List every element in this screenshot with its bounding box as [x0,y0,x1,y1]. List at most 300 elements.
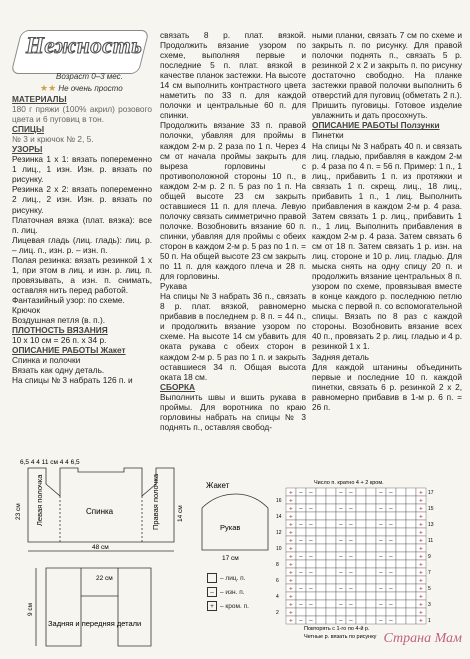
chart-cell [356,496,366,504]
chart-cell [406,504,416,512]
chart-cell [296,496,306,504]
chart-cell [356,600,366,608]
chart-cell [386,560,396,568]
chart-symbol: – [339,553,343,561]
chart-symbol: + [419,497,423,505]
row-number: 9 [428,554,431,560]
chart-cell [396,536,406,544]
chart-cell [396,568,406,576]
chart-cell [336,496,346,504]
dim-9: 9 см [27,602,34,616]
chart-symbol: + [419,577,423,585]
chart-symbol: – [349,601,353,609]
chart-cell [386,528,396,536]
paragraph: № 3 и крючок № 2, 5. [12,134,94,145]
chart-symbol: + [289,593,293,601]
chart-cell [366,504,376,512]
chart-cell [326,520,336,528]
chart-symbol: + [419,537,423,545]
chart-symbol: – [309,553,313,561]
chart-symbol: + [419,617,423,625]
chart-symbol: – [349,489,353,497]
legend-text: – лиц. п. [220,575,246,582]
chart-cell [316,616,326,624]
chart-cell [366,544,376,552]
chart-cell [406,512,416,520]
chart-cell [376,512,386,520]
chart-cell [406,552,416,560]
chart-symbol: + [289,553,293,561]
chart-cell [326,592,336,600]
chart-cell [336,576,346,584]
chart-symbol: – [299,521,303,529]
chart-cell [316,544,326,552]
chart-cell [326,488,336,496]
chart-cell [406,560,416,568]
difficulty-label [40,83,123,94]
chart-cell [366,488,376,496]
chart-cell [356,552,366,560]
paragraph: 10 х 10 см = 26 п. х 34 р. [12,335,107,346]
row-number: 5 [428,586,431,592]
chart-cell [346,576,356,584]
row-number: 8 [276,562,279,568]
chart-cell [396,504,406,512]
chart-cell [316,504,326,512]
chart-symbol: + [419,593,423,601]
chart-symbol: – [339,521,343,529]
row-number: 2 [276,610,279,616]
paragraph: связать 8 р. плат. вязкой. Продолжить вязание узором по схеме, выполняя первые и последние 5 п. плат. вязкой в качестве планок застежки. На высоте 14 см выполнить контрастного цвета наметить по 33 п. для каждой полочки и центральные 60 п. для спинки. [160,30,306,121]
chart-cell [406,528,416,536]
chart-cell [326,568,336,576]
dims-top: 6,5 4 4 11 см 4 4 6,5 [20,459,80,466]
chart-symbol: – [299,505,303,513]
row-number: 3 [428,602,431,608]
legend-item [207,600,249,614]
chart-cell [406,488,416,496]
chart-symbol: – [309,585,313,593]
difficulty-text: Не очень просто [58,84,123,93]
chart-cell [356,536,366,544]
chart-cell [336,528,346,536]
paragraph: СБОРКА [160,381,195,392]
paragraph: ПЛОТНОСТЬ ВЯЗАНИЯ [12,325,108,336]
paragraph: Полая резинка: вязать резинкой 1 х 1, при этом в лиц. и изн. р. лиц. п. провязывать, а изн. п. снимать, оставляя нить перед работой. [12,254,152,295]
chart-cell [326,576,336,584]
chart-symbol: + [419,585,423,593]
chart-cell [306,560,316,568]
chart-cell [366,520,376,528]
chart-symbol: – [299,585,303,593]
chart-cell [406,600,416,608]
chart-cell [316,600,326,608]
chart-cell [376,592,386,600]
paragraph: ОПИСАНИЕ РАБОТЫ Ползунки [312,120,440,131]
chart-symbol: + [419,609,423,617]
chart-cell [396,488,406,496]
chart-cell [326,512,336,520]
chart-symbol: – [339,617,343,625]
chart-cell [376,496,386,504]
chart-cell [356,520,366,528]
chart-cell [386,496,396,504]
paragraph: УЗОРЫ [12,144,43,155]
chart-cell [376,544,386,552]
chart-cell [406,568,416,576]
chart-cell [346,512,356,520]
legend-swatch: + [207,601,217,611]
chart-cell [316,552,326,560]
chart-cell [366,592,376,600]
paragraph: На спицы № 3 набрать 126 п. и [12,375,133,386]
chart-symbol: + [289,537,293,545]
chart-symbol: – [339,601,343,609]
chart-symbol: + [289,577,293,585]
chart-symbol: – [379,489,383,497]
chart-symbol: – [379,601,383,609]
chart-cell [316,488,326,496]
chart-cell [316,520,326,528]
chart-cell [306,576,316,584]
chart-cell [376,528,386,536]
chart-cell [396,592,406,600]
chart-cell [356,616,366,624]
chart-symbol: + [419,513,423,521]
chart-cell [386,544,396,552]
paragraph: Задняя деталь [312,351,370,362]
row-number: 13 [428,522,434,528]
dim-h14: 14 см [177,505,184,522]
chart-symbol: + [419,489,423,497]
chart-cell [356,488,366,496]
chart-symbol: + [289,601,293,609]
chart-cell [396,520,406,528]
chart-symbol: – [389,537,393,545]
paragraph: ОПИСАНИЕ РАБОТЫ Жакет [12,345,126,356]
label-left-front: Левая полочка [35,474,44,526]
chart-header: Число п. кратно 4 + 2 кром. [314,480,384,486]
chart-symbol: + [289,545,293,553]
chart-cell [336,608,346,616]
chart-footer-1: Повторять с 1-го по 4-й р. [304,626,370,632]
chart-symbol: – [299,537,303,545]
row-number: 16 [276,498,282,504]
chart-cell [366,568,376,576]
chart-cell [346,560,356,568]
chart-cell [356,568,366,576]
legend-text: – изн. п. [220,589,245,596]
dim-22: 22 см [96,575,113,582]
chart-symbol: – [379,505,383,513]
chart-symbol: + [419,505,423,513]
chart-symbol: + [289,569,293,577]
chart-cell [396,560,406,568]
chart-symbol: – [389,569,393,577]
chart-symbol: + [419,601,423,609]
chart-symbol: – [349,569,353,577]
label-bottom: Задняя и передняя детали [48,619,142,628]
paragraph: Выполнить швы и вшить рукава в проймы. Для воротника по краю горловины набрать на спицы № 3 поднять п., оставляя свобод- [160,391,306,432]
row-number: 7 [428,570,431,576]
chart-cell [296,512,306,520]
chart-symbol: – [349,553,353,561]
chart-symbol: + [419,529,423,537]
paragraph: На спицы № 3 набрать 40 п. и связать лиц. гладью, прибавляя в каждом 2-м р. 4 раза по 4 п. = 56 п. Пример: 1 п., 1 лиц., прибавить 1 п. из протяжки и связать 1 п. скрещ. лиц., 18 лиц., прибавить 1 п., 1 лиц. Выполнить прибавления в каждом 2-м р. 4 раза. Затем связать 1 р. лиц., прибавить 1 п., 1 лиц. Выполнить прибавления в каждом 2-м р. 4 раза. Затем связать 6 см от 18 п. Затем связать 1 р. изн. на лиц. стороне и 10 р. лиц. гладью. Для мыска снять на одну спицу 20 п. и продолжить вязание центральных 8 п. узором по схеме, провязывая вместе в конце каждого р. последнюю петлю мыска с первой п. со вспомогательной спицы. Вязать по 8 раз с каждой стороны. Возобновить вязание всех 40 п., провязать 2 р. лиц. гладью и 4 р. резинкой 1 х 1. [312,140,462,352]
column-1 [12,94,152,385]
chart-cell [296,576,306,584]
chart-cell [306,592,316,600]
chart-cell [366,552,376,560]
chart-cell [336,560,346,568]
chart-symbol: – [389,553,393,561]
chart-symbol: + [289,489,293,497]
chart-cell [366,576,376,584]
chart-cell [316,536,326,544]
chart-cell [376,576,386,584]
chart-symbol: – [309,601,313,609]
chart-cell [346,496,356,504]
paragraph: Продолжить вязание 33 п. правой полочки, убавляя для проймы в каждом 2-м р. 2 раза по 1 п. Через 4 см от начала проймы закрыть для выреза горловины с противоположной стороны 10 п., в каждом 2-м р. 2 п. 5 раз по 1 п. На общей высоте 23 см закрыть оставшиеся 11 п. для плеча. Левую полочку связать симметрично правой полочке. Возобновить вязание 60 п. спинки, убавляя для проймы с обеих сторон в каждом 2-м р. 5 раз по 1 п. = 50 п. На общей высоте 23 см закрыть по 11 п. для каждого плеча и 28 п. для горловины. [160,120,306,282]
chart-symbol: – [299,569,303,577]
chart-cell [386,512,396,520]
chart-symbol: – [379,553,383,561]
chart-cell [406,496,416,504]
chart-cell [366,496,376,504]
chart-cell [306,496,316,504]
paragraph: Рукава [160,281,188,292]
chart-cell [396,528,406,536]
jacket-title: Жакет [206,481,230,490]
chart-cell [376,560,386,568]
chart-cell [306,512,316,520]
chart-symbol: – [309,521,313,529]
chart-cell [366,536,376,544]
chart-symbol: – [349,521,353,529]
chart-cell [406,520,416,528]
paragraph: СПИЦЫ [12,124,45,135]
paragraph: Воздушная петля (в. п.). [12,315,106,326]
chart-cell [296,592,306,600]
row-number: 10 [276,546,282,552]
chart-cell [346,544,356,552]
paragraph: МАТЕРИАЛЫ [12,94,67,104]
chart-symbol: – [309,617,313,625]
chart-symbol: + [289,609,293,617]
jacket-body-diagram [6,456,196,656]
chart-symbol: – [379,521,383,529]
paragraph: Фантазийный узор: по схеме. [12,294,125,305]
page-title: Нежность [26,33,143,58]
label-right-front: Правая полочка [151,473,160,530]
chart-cell [326,536,336,544]
chart-cell [356,592,366,600]
paragraph: Резинка 1 х 1: вязать попеременно 1 лиц., 1 изн. Изн. р. вязать по рисунку. [12,154,152,185]
chart-cell [366,528,376,536]
chart-symbol: + [419,553,423,561]
chart-cell [306,528,316,536]
chart-symbol: – [339,569,343,577]
column-3 [312,30,462,412]
chart-cell [406,576,416,584]
chart-symbol: + [419,569,423,577]
paragraph: 180 г пряжи (100% акрил) розового цвета и 6 пуговиц в тон. [12,104,152,125]
chart-symbol: – [379,569,383,577]
chart-cell [316,512,326,520]
chart-cell [356,504,366,512]
chart-cell [346,592,356,600]
chart-cell [326,584,336,592]
label-sleeve: Рукав [220,523,241,532]
chart-cell [396,616,406,624]
row-number: 15 [428,506,434,512]
chart-symbol: – [349,617,353,625]
legend-swatch [207,573,217,583]
chart-cell [326,528,336,536]
row-number: 14 [276,514,282,520]
chart-symbol: – [339,537,343,545]
row-number: 1 [428,618,431,624]
column-2 [160,30,306,432]
chart-cell [406,592,416,600]
chart-cell [356,576,366,584]
chart-cell [296,544,306,552]
chart-cell [346,528,356,536]
chart-cell [316,560,326,568]
chart-symbol: – [349,585,353,593]
row-number: 4 [276,594,279,600]
chart-cell [396,552,406,560]
paragraph: Спинка и полочки [12,355,81,366]
chart-cell [396,600,406,608]
chart-symbol: – [389,521,393,529]
chart-cell [316,528,326,536]
chart-symbol: + [289,617,293,625]
chart-cell [396,496,406,504]
chart-symbol: – [339,505,343,513]
chart-symbol: + [289,505,293,513]
chart-symbol: + [289,513,293,521]
chart-symbol: + [419,561,423,569]
chart-cell [386,592,396,600]
chart-symbol: – [389,617,393,625]
chart-cell [326,600,336,608]
chart-cell [396,544,406,552]
row-number: 17 [428,490,434,496]
chart-cell [406,608,416,616]
chart-cell [326,544,336,552]
paragraph: Лицевая гладь (лиц. гладь): лиц. р. – лиц. п., изн. р. – изн. п. [12,234,152,255]
label-back: Спинка [86,507,114,516]
dim-17: 17 см [222,555,239,562]
chart-symbol: – [389,505,393,513]
chart-symbol: – [379,585,383,593]
sleeve-diagram [196,478,278,568]
chart-symbol: – [299,553,303,561]
chart-cell [406,616,416,624]
legend-item [207,572,249,586]
chart-cell [326,560,336,568]
chart-cell [406,536,416,544]
chart-cell [356,584,366,592]
chart-footer-2: Четные р. вязать по рисунку [304,634,377,640]
chart-symbol: – [339,585,343,593]
chart-cell [316,576,326,584]
chart-cell [316,568,326,576]
chart-symbol: – [379,537,383,545]
paragraph: Резинка 2 х 2: вязать попеременно 2 лиц., 2 изн. Изн. р. вязать по рисунку. [12,184,152,215]
chart-cell [406,544,416,552]
chart-symbol: + [419,545,423,553]
paragraph: На спицы № 3 набрать 36 п., связать 8 р. плат. вязкой, равномерно прибавив в последнем р. 8 п. = 44 п., и продолжить вязание узором по схеме. На высоте 14 см убавить для оката рукава с обеих сторон в каждом 2-м р. 5 раз по 1 п. и закрыть оставшиеся 34 п. Общая высота оката 18 см. [160,291,306,382]
chart-cell [356,512,366,520]
chart-cell [326,608,336,616]
chart-symbol: – [379,617,383,625]
chart-symbol: – [389,585,393,593]
chart-cell [326,496,336,504]
chart-cell [316,584,326,592]
chart-symbol: + [289,521,293,529]
chart-cell [316,592,326,600]
chart-cell [396,512,406,520]
chart-cell [366,560,376,568]
chart-symbol: – [349,537,353,545]
chart-symbol: + [289,497,293,505]
chart-symbol: + [419,521,423,529]
chart-cell [366,584,376,592]
chart-cell [376,608,386,616]
chart-cell [366,600,376,608]
row-number: 11 [428,538,434,544]
chart-cell [356,608,366,616]
chart-cell [296,528,306,536]
paragraph: Для каждой штанины объединить первые и последние 10 п. каждой пинетки, связать 6 р. резинкой 2 х 2, равномерно прибавив в 1-м р. 6 п. = 26 п. [312,361,462,412]
age-label: Возраст 0–3 мес. [56,72,123,81]
chart-symbol: – [389,489,393,497]
knitting-chart [274,478,450,640]
legend-item [207,586,249,600]
chart-symbol: – [299,489,303,497]
chart-symbol: – [309,489,313,497]
chart-cell [346,608,356,616]
chart-cell [336,592,346,600]
chart-cell [336,544,346,552]
paragraph: Пинетки [312,130,344,141]
chart-symbol: + [289,561,293,569]
chart-cell [356,560,366,568]
chart-cell [306,608,316,616]
chart-symbol: – [309,569,313,577]
chart-cell [326,552,336,560]
paragraph: Платочная вязка (плат. вязка): все п. лиц. [12,214,152,235]
watermark: Страна Мам [383,631,462,646]
chart-symbol: – [339,489,343,497]
legend-swatch: – [207,587,217,597]
chart-cell [356,528,366,536]
chart-cell [396,608,406,616]
chart-symbol: – [389,601,393,609]
legend-text: – кром. п. [220,603,249,610]
chart-cell [306,544,316,552]
chart-cell [396,576,406,584]
chart-cell [366,616,376,624]
legend [207,572,249,614]
chart-cell [366,608,376,616]
chart-cell [386,608,396,616]
chart-cell [406,584,416,592]
chart-cell [316,496,326,504]
chart-symbol: – [349,505,353,513]
